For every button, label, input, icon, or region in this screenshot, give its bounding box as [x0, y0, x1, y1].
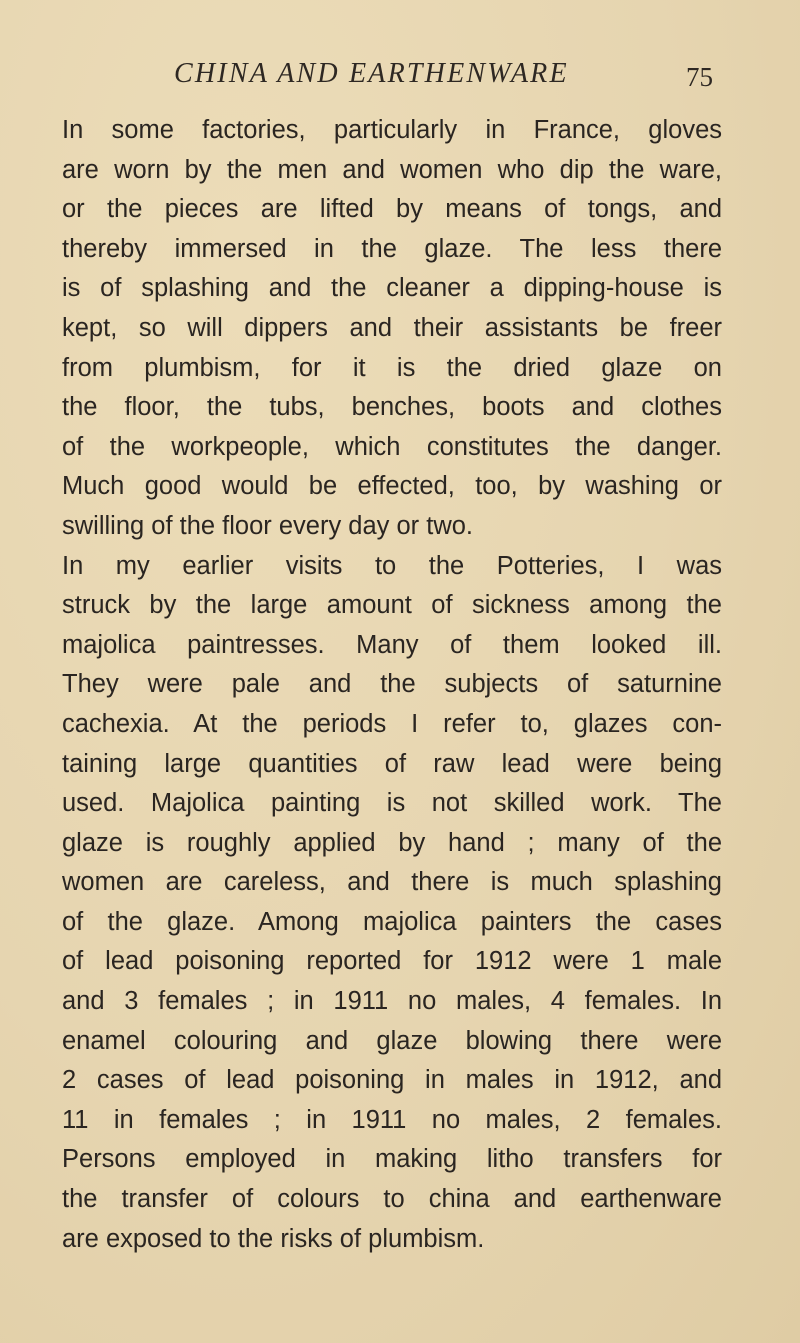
- text-line: struck by the large amount of sickness among the: [62, 591, 722, 620]
- text-line: women are careless, and there is much splashing: [62, 868, 722, 897]
- page-number: 75: [686, 62, 713, 92]
- text-line: the floor, the tubs, benches, boots and clothes: [62, 393, 722, 422]
- text-line: of the workpeople, which constitutes the danger.: [62, 432, 722, 461]
- text-line: Persons employed in making litho transfers for: [62, 1145, 722, 1174]
- text-line: They were pale and the subjects of saturnine: [62, 670, 722, 699]
- text-line: of lead poisoning reported for 1912 were 1 male: [62, 947, 722, 976]
- text-line: Much good would be effected, too, by washing or: [62, 472, 722, 501]
- text-line: enamel colouring and glaze blowing there were: [62, 1026, 722, 1055]
- text-line: glaze is roughly applied by hand ; many of the: [62, 828, 722, 857]
- body-text: [62, 111, 722, 1259]
- text-line: and 3 females ; in 1911 no males, 4 females. In: [62, 987, 722, 1016]
- text-line: cachexia. At the periods I refer to, glazes con-: [62, 709, 722, 738]
- text-line: In some factories, particularly in France, gloves: [62, 116, 722, 144]
- text-line: from plumbism, for it is the dried glaze on: [62, 353, 722, 382]
- text-line: taining large quantities of raw lead were being: [62, 749, 722, 778]
- text-line: In my earlier visits to the Potteries, I was: [62, 551, 722, 580]
- text-line: are exposed to the risks of plumbism.: [62, 1224, 485, 1253]
- text-line: majolica paintresses. Many of them looked ill.: [62, 630, 722, 659]
- text-line: thereby immersed in the glaze. The less there: [62, 234, 722, 263]
- running-title: CHINA AND EARTHENWARE: [174, 58, 569, 89]
- text-line: kept, so will dippers and their assistants be freer: [62, 313, 722, 342]
- text-line: is of splashing and the cleaner a dipping-house is: [62, 274, 722, 303]
- text-line: or the pieces are lifted by means of tongs, and: [62, 195, 722, 224]
- text-line: the transfer of colours to china and earthenware: [62, 1185, 722, 1214]
- text-line: swilling of the floor every day or two.: [62, 511, 474, 540]
- text-line: of the glaze. Among majolica painters the cases: [62, 907, 722, 936]
- text-line: are worn by the men and women who dip the ware,: [62, 155, 722, 184]
- page-header: [0, 52, 800, 92]
- text-line: 11 in females ; in 1911 no males, 2 females.: [62, 1105, 722, 1134]
- text-line: used. Majolica painting is not skilled work. The: [62, 789, 722, 818]
- text-line: 2 cases of lead poisoning in males in 1912, and: [62, 1066, 722, 1095]
